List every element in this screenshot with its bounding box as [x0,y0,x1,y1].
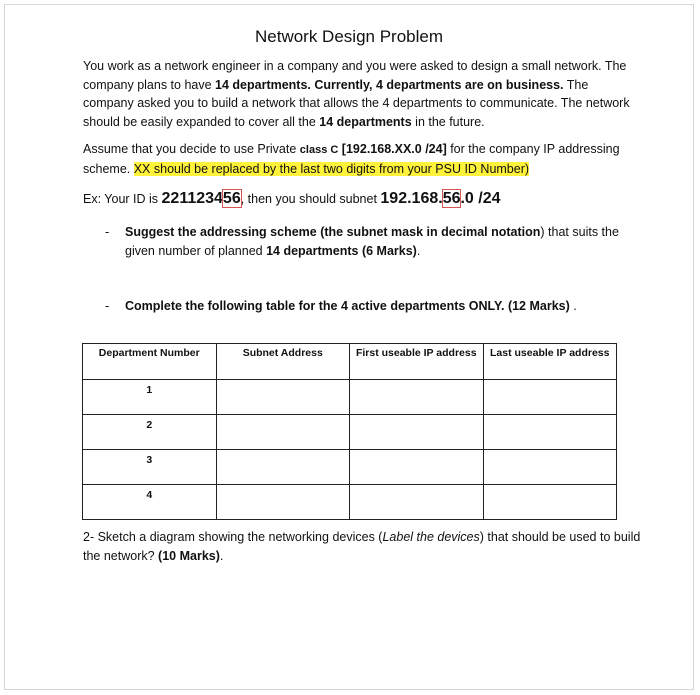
bullet-complete-table [105,297,635,316]
bullet-dash: - [105,225,110,239]
department-table [82,343,617,520]
header-subnet-address: Subnet Address [216,344,350,380]
table-row [83,380,617,415]
q2-bold: (10 Marks) [158,548,220,563]
bullet1-bold-3: 14 departments (6 Marks) [266,243,417,258]
example-text-1: Ex: Your ID is [83,192,162,206]
subnet-address-cell [216,485,350,520]
subnet-address-cell [216,380,350,415]
example-ip-prefix: 192.168. [380,190,443,207]
header-last-useable-ip [483,344,617,380]
first-useable-ip-cell [350,485,484,520]
first-useable-ip-cell [350,415,484,450]
assume-ip: [192.168.XX.0 /24] [338,142,447,156]
example-ip-suffix: .0 /24 [460,190,501,207]
intro-text-1: You work as a network engineer in a company and you were asked to design a small network. The company plans to have [83,59,627,92]
assume-text-1: Assume that you decide to use Private [83,142,300,156]
header-department-number: Department Number [83,344,217,380]
q2-text-2: ) that should be used to build the network? [83,530,641,563]
bullet2-text-1: . [569,299,577,313]
page-title: Network Design Problem [254,27,443,46]
last-useable-ip-cell [483,415,617,450]
last-useable-ip-cell [483,450,617,485]
example-ip-boxed: 56 [442,190,461,207]
q2-text-1: 2- Sketch a diagram showing the networking devices ( [83,530,383,544]
intro-bold-2: 14 departments [319,114,412,129]
question-2 [83,528,643,565]
assume-text-2: for the company IP addressing scheme. [83,142,620,176]
intro-text-2: The company asked you to build a network that allows the 4 departments to communicate. The network should be easily expanded to cover all the [83,77,630,129]
intro-paragraph [83,57,638,131]
assume-class: class C [299,144,339,156]
header-first-useable-ip [350,344,484,380]
table-row [83,415,617,450]
assume-paragraph [83,140,638,178]
q2-text-3: . [219,548,224,563]
first-useable-ip-cell [350,380,484,415]
intro-bold-1: 14 departments. Currently, 4 departments are on business. [215,77,564,92]
example-id-boxed: 56 [222,190,241,207]
header-first-useable-ip-label: First useable IP address [355,347,477,359]
bullet1-text-2: ) that suits the given number of planned [125,225,619,258]
table-row [83,485,617,520]
department-number-cell: 1 [83,380,217,415]
last-useable-ip-cell [483,485,617,520]
example-text-2: , then you should subnet [240,192,381,206]
department-number-cell: 3 [83,450,217,485]
department-number-cell: 4 [83,485,217,520]
document-page [4,4,694,690]
subnet-address-cell [216,450,350,485]
department-number-cell: 2 [83,415,217,450]
intro-text-3: in the future. [411,114,485,129]
bullet-dash: - [105,299,110,313]
bullet1-text-3: . [416,243,421,258]
q2-italic: Label the devices [382,530,480,544]
bullet1-bold-1: Suggest the addressing scheme [125,225,317,239]
header-last-useable-ip-label: Last useable IP address [490,347,610,359]
example-line [83,190,501,208]
first-useable-ip-cell [350,450,484,485]
bullet1-bold-2: (the subnet mask in decimal notation [320,225,541,239]
subnet-address-cell [216,415,350,450]
table-header-row [83,344,617,380]
example-id-prefix: 2211234 [161,190,223,207]
last-useable-ip-cell [483,380,617,415]
bullet2-bold-1: Complete the following table for the 4 active departments ONLY. (12 Marks) [125,299,570,313]
bullet-addressing-scheme [105,223,635,260]
assume-highlight: XX should be replaced by the last two digits from your PSU ID Number) [133,161,530,176]
table-row [83,450,617,485]
